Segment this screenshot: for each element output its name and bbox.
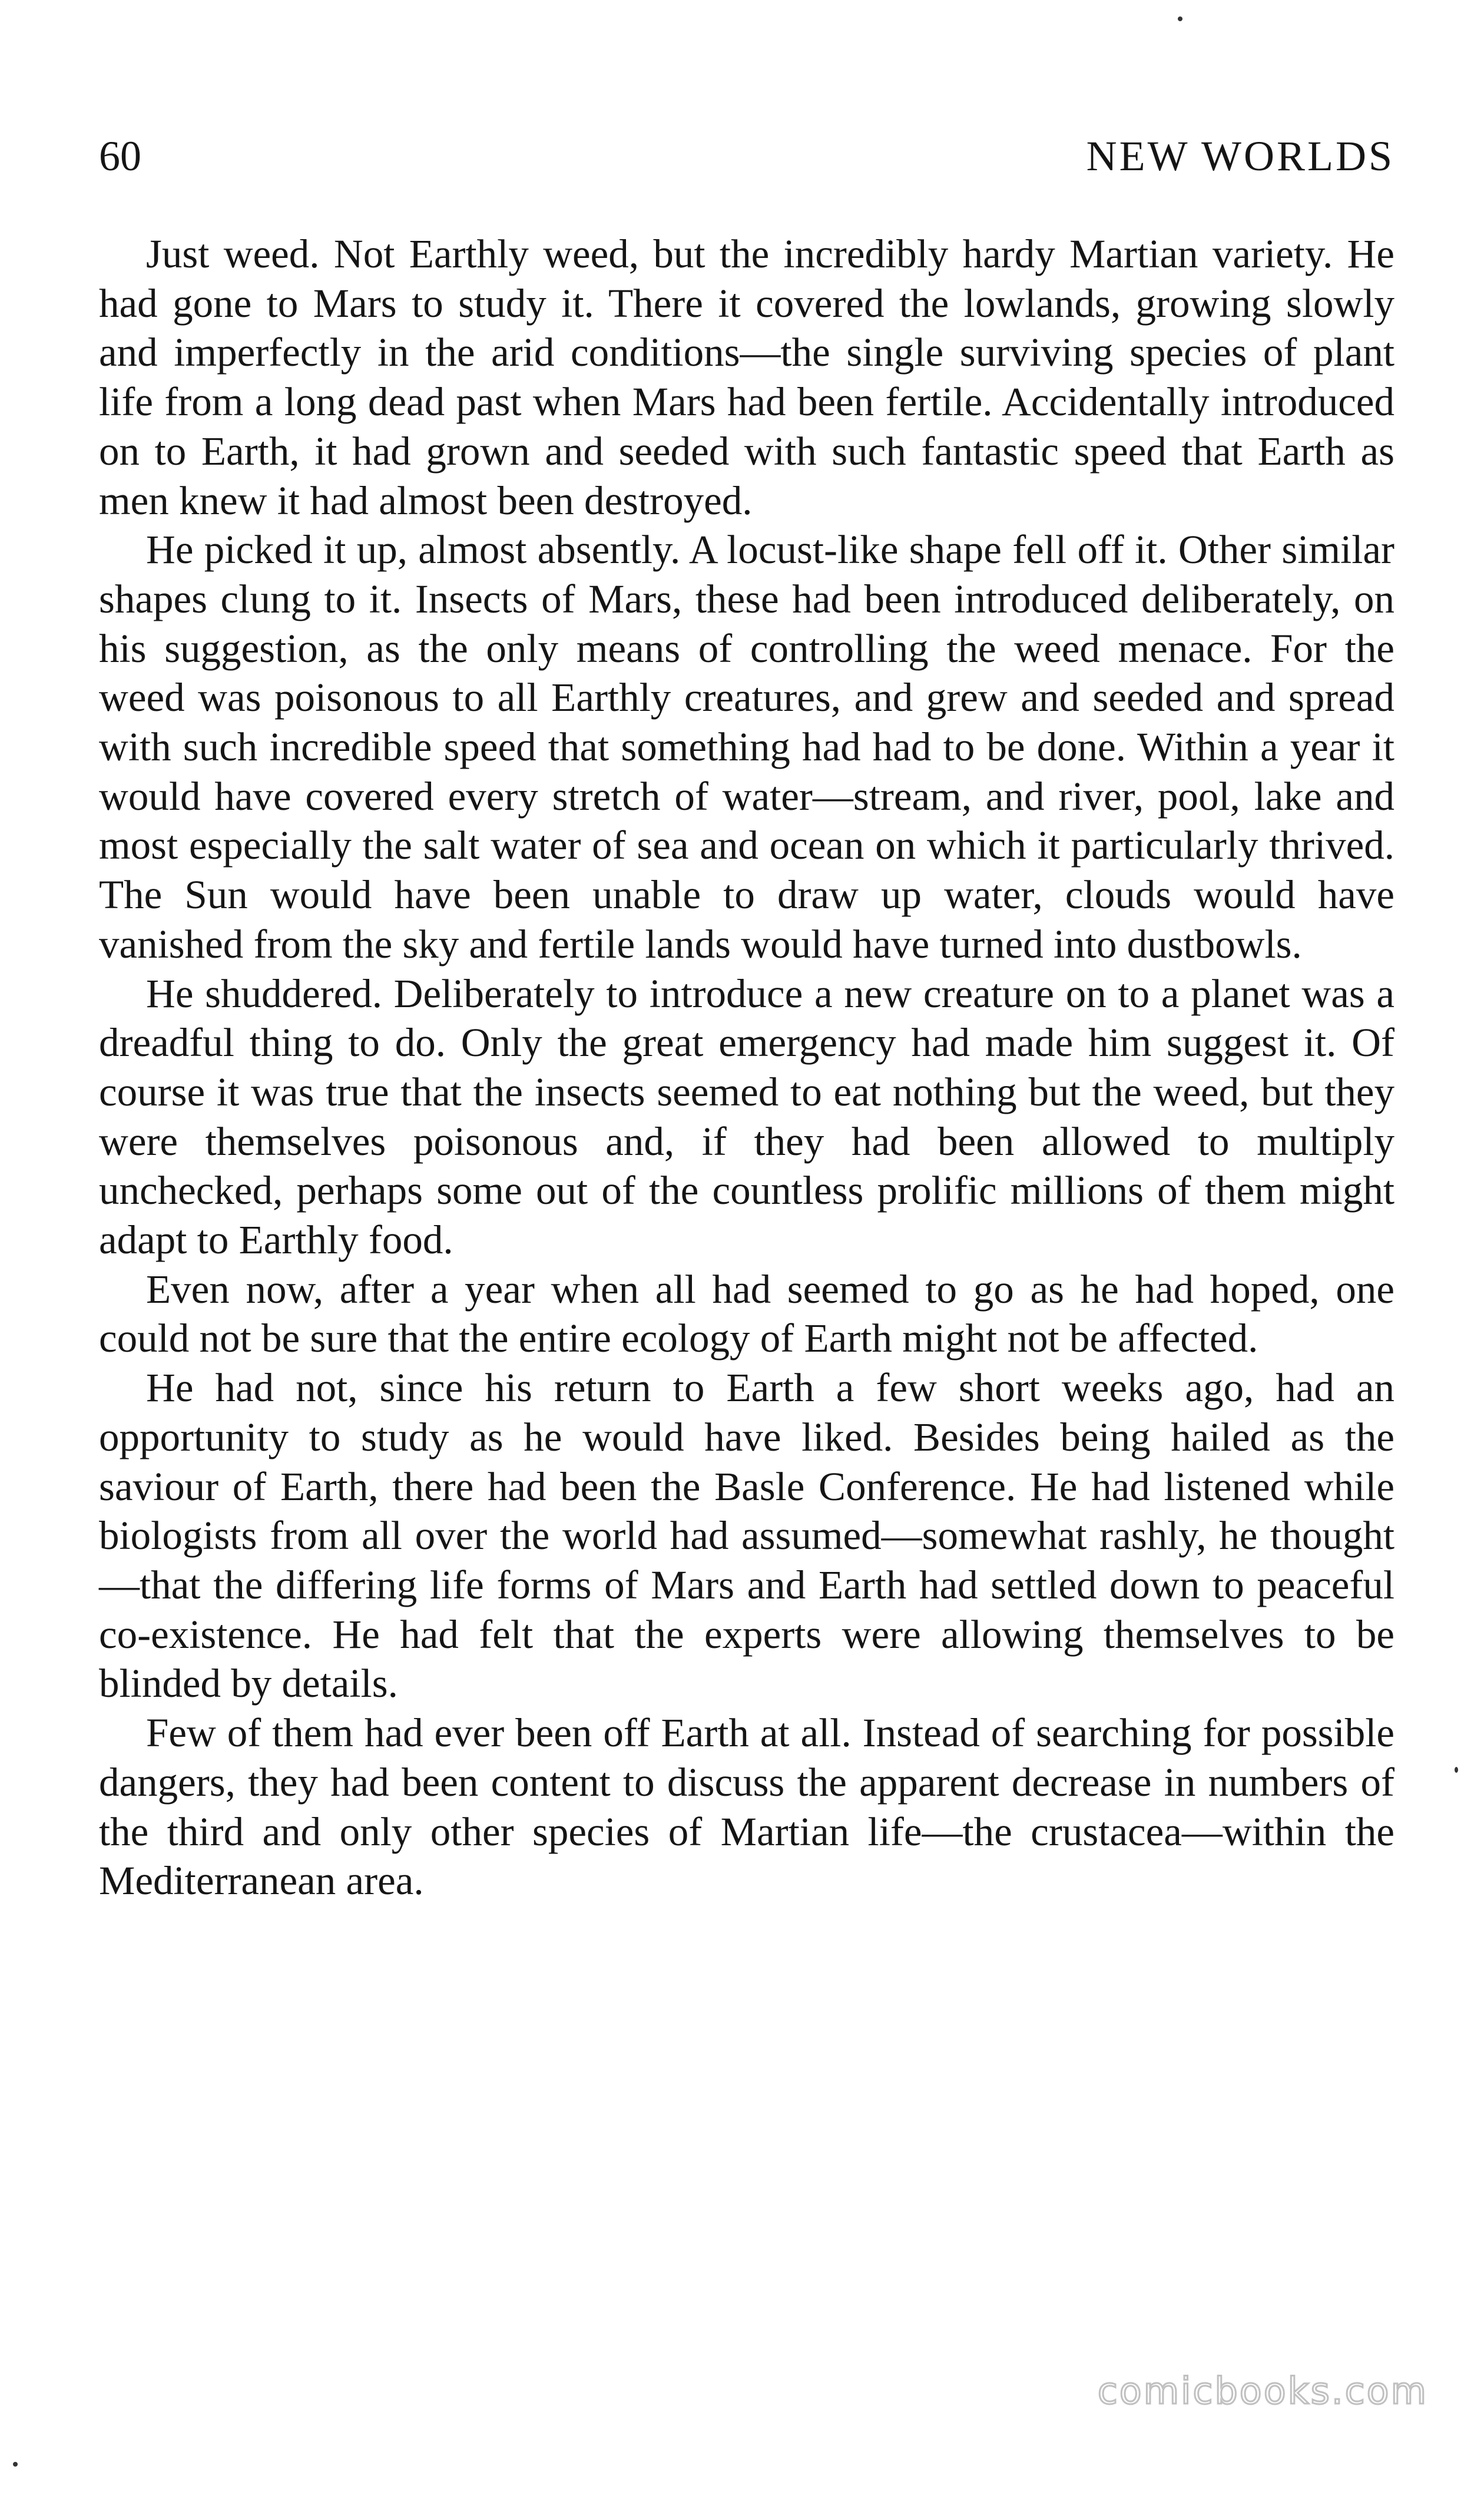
paragraph: Even now, after a year when all had seemed to go as he had hoped, one could not be sure that the entire ecology of Earth might not be affected. xyxy=(99,1266,1394,1361)
running-head xyxy=(99,127,1394,186)
paragraph: He shuddered. Deliberately to introduce a new creature on to a planet was a dreadful thing to do. Only the great emergency had made him suggest it. Of course it was true that the insects seemed to eat nothing but the weed, but they were themselves poisonous and, if they had been allowed to multiply unchecked, perhaps some out of the countless prolific millions of them might adapt to Earthly food. xyxy=(99,971,1394,1263)
paragraph: He picked it up, almost absently. A locust-like shape fell off it. Other similar shapes clung to it. Insects of Mars, these had been introduced deliberately, on his suggestion, as the only means of controlling the weed menace. For the weed was poisonous to all Earthly creatures, and grew and seeded and spread with such incredible speed that something had had to be done. Within a year it would have covered every stretch of water—stream, and river, pool, lake and most especially the salt water of sea and ocean on which it particularly thrived. The Sun would have been unable to draw up water, clouds would have vanished from the sky and fertile lands would have turned into dustbowls. xyxy=(99,527,1394,966)
paragraph: He had not, since his return to Earth a few short weeks ago, had an opportunity to study as he would have liked. Besides being hailed as the saviour of Earth, there had been the Basle Conference. He had listened while biologists from all over the world had assumed—somewhat rashly, he thought—that the differing life forms of Mars and Earth had settled down to peaceful co-existence. He had felt that the experts were allowing themselves to be blinded by details. xyxy=(99,1365,1394,1706)
book-title: NEW WORLDS xyxy=(1086,133,1394,180)
body-text xyxy=(99,230,1394,1906)
watermark: comicbooks.com xyxy=(1097,2369,1428,2412)
scan-speck xyxy=(1178,16,1182,21)
paragraph: Just weed. Not Earthly weed, but the incredibly hardy Martian variety. He had gone to Mars to study it. There it covered the lowlands, growing slowly and imperfectly in the arid conditions—the single surviving species of plant life from a long dead past when Mars had been fertile. Accidentally introduced on to Earth, it had grown and seeded with such fantastic speed that Earth as men knew it had almost been destroyed. xyxy=(99,231,1394,523)
page-number: 60 xyxy=(99,133,141,180)
scan-speck xyxy=(1455,1767,1458,1773)
scan-speck xyxy=(13,2462,18,2467)
paragraph: Few of them had ever been off Earth at all. Instead of searching for possible dangers, they had been content to discuss the apparent decrease in numbers of the third and only other species of Martian life—the crustacea—within the Mediterranean area. xyxy=(99,1710,1394,1904)
